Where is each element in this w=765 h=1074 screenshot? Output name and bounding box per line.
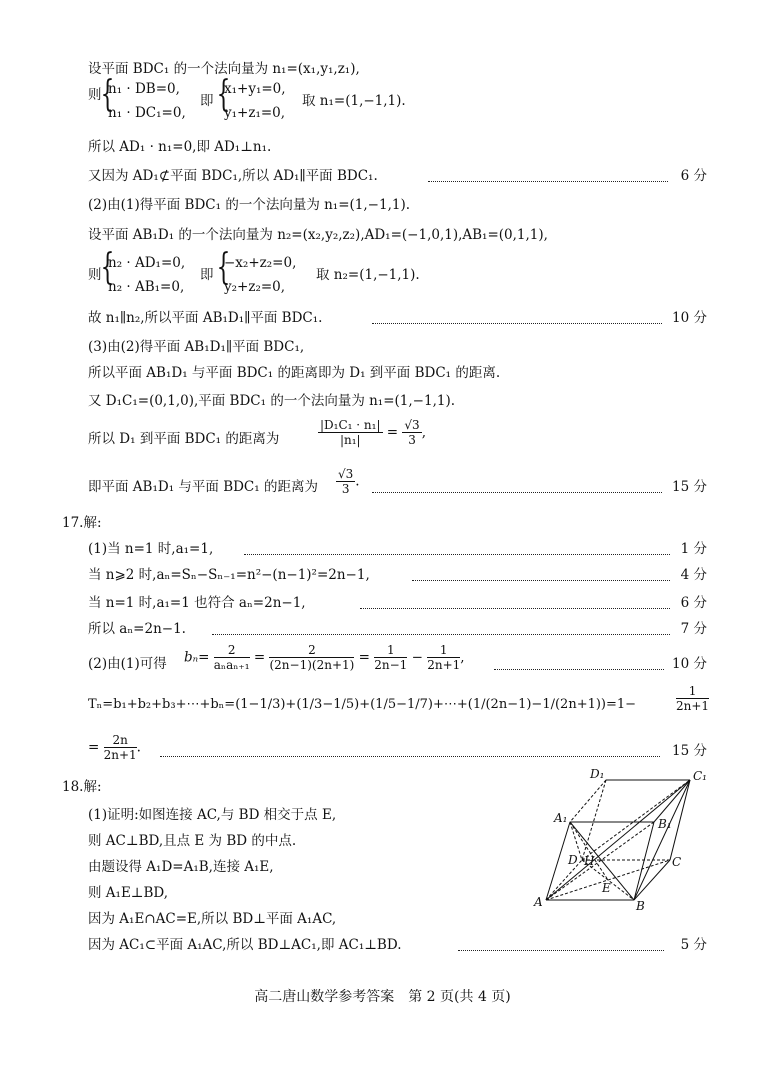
leader-dots bbox=[494, 669, 664, 670]
left-brace: { bbox=[216, 74, 231, 115]
text-line: 因为 AC₁⊂平面 A₁AC,所以 BD⊥AC₁,即 AC₁⊥BD. bbox=[88, 937, 402, 953]
edge bbox=[546, 822, 570, 900]
numerator: 1 bbox=[427, 643, 460, 658]
label-b: B bbox=[636, 899, 645, 913]
tn-head: Tₙ=b₁+b₂+b₃+⋯+bₙ= bbox=[88, 697, 236, 712]
score: 10 分 bbox=[672, 310, 707, 326]
text-line: 又 D₁C₁=(0,1,0),平面 BDC₁ 的一个法向量为 n₁=(1,−1,1). bbox=[88, 393, 456, 409]
leader-dots bbox=[360, 608, 670, 609]
text-line: (2)由(1)得平面 BDC₁ 的一个法向量为 n₁=(1,−1,1). bbox=[88, 197, 411, 213]
text-line: (1)当 n=1 时,a₁=1, bbox=[88, 541, 214, 557]
text-line: 则 AC⊥BD,且点 E 为 BD 的中点. bbox=[88, 833, 297, 849]
diagonal bbox=[546, 822, 654, 900]
distance-result: $\frac{√3}{3}$ . bbox=[338, 467, 360, 496]
fraction bbox=[427, 643, 460, 672]
score: 15 分 bbox=[672, 479, 707, 495]
label-d1: D₁ bbox=[590, 767, 605, 781]
score: 1 分 bbox=[680, 541, 707, 557]
score: 4 分 bbox=[680, 567, 707, 583]
numerator: 2n bbox=[104, 733, 137, 748]
label-h: H bbox=[584, 854, 595, 868]
fraction bbox=[104, 733, 137, 762]
fraction bbox=[676, 684, 709, 713]
score: 10 分 bbox=[672, 656, 707, 672]
leader-dots bbox=[212, 634, 670, 635]
system-eq: n₁ · DB=0, bbox=[108, 81, 180, 97]
denominator: 3 bbox=[408, 433, 416, 447]
numerator: 1 bbox=[374, 643, 407, 658]
text-line: 设平面 BDC₁ 的一个法向量为 n₁=(x₁,y₁,z₁), bbox=[88, 61, 360, 77]
numerator: √3 bbox=[404, 418, 420, 432]
ji-label: 即 bbox=[200, 267, 214, 283]
text-line: (3)由(2)得平面 AB₁D₁∥平面 BDC₁, bbox=[88, 339, 305, 355]
score: 5 分 bbox=[680, 937, 707, 953]
numerator: |D₁C₁ · n₁| bbox=[320, 418, 381, 432]
diagonal bbox=[634, 780, 690, 900]
question-number: 17.解: bbox=[62, 515, 102, 531]
text-line: 因为 A₁E∩AC=E,所以 BD⊥平面 A₁AC, bbox=[88, 911, 337, 927]
text-line: 当 n⩾2 时,aₙ=Sₙ−Sₙ₋₁=n²−(n−1)²=2n−1, bbox=[88, 567, 370, 583]
fraction bbox=[336, 467, 355, 496]
text-line: 所以平面 AB₁D₁ 与平面 BDC₁ 的距离即为 D₁ 到平面 BDC₁ 的距离. bbox=[88, 365, 501, 381]
numerator: 1 bbox=[676, 684, 709, 699]
text-line: 设平面 AB₁D₁ 的一个法向量为 n₂=(x₂,y₂,z₂),AD₁=(−1,0,1),AB₁=(0,1,1), bbox=[88, 227, 548, 243]
system-eq: y₂+z₂=0, bbox=[224, 279, 286, 295]
numerator: 2 bbox=[214, 643, 250, 658]
system-eq: y₁+z₁=0, bbox=[224, 105, 286, 121]
text-line: 即平面 AB₁D₁ 与平面 BDC₁ 的距离为 bbox=[88, 479, 318, 495]
numerator: √3 bbox=[338, 467, 354, 481]
fraction bbox=[214, 643, 250, 672]
label-d: D bbox=[568, 853, 578, 867]
ji-label: 即 bbox=[200, 93, 214, 109]
score: 7 分 bbox=[680, 621, 707, 637]
leader-dots bbox=[244, 554, 670, 555]
fraction bbox=[318, 418, 383, 447]
text-line: 所以 aₙ=2n−1. bbox=[88, 621, 186, 637]
denominator: 2n−1 bbox=[374, 658, 408, 672]
denominator: 2n+1 bbox=[427, 658, 461, 672]
denominator: 3 bbox=[341, 482, 350, 496]
text-line: (1)证明:如图连接 AC,与 BD 相交于点 E, bbox=[88, 807, 337, 823]
denominator: 2n+1 bbox=[676, 699, 710, 713]
tn-result: = $\frac{2n}{2n+1}$ . bbox=[88, 733, 141, 762]
label-e: E bbox=[602, 881, 611, 895]
left-brace: { bbox=[100, 247, 115, 288]
system-eq: n₂ · AD₁=0, bbox=[108, 255, 186, 271]
system-eq: n₁ · DC₁=0, bbox=[108, 105, 186, 121]
tn-tail bbox=[676, 684, 709, 713]
question-number: 18.解: bbox=[62, 779, 102, 795]
leader-dots bbox=[458, 950, 664, 951]
text-line: 所以 AD₁ · n₁=0,即 AD₁⊥n₁. bbox=[88, 139, 272, 155]
fraction bbox=[269, 643, 354, 672]
left-brace: { bbox=[216, 247, 231, 288]
then-label: 则 bbox=[88, 267, 102, 283]
text-line: 取 n₂=(1,−1,1). bbox=[316, 267, 420, 283]
label-a1: A₁ bbox=[554, 811, 568, 825]
leader-dots bbox=[428, 181, 668, 182]
leader-dots bbox=[372, 323, 662, 324]
label-c: C bbox=[672, 855, 682, 869]
text-line: 所以 D₁ 到平面 BDC₁ 的距离为 bbox=[88, 431, 280, 447]
distance-formula: $\frac{\text{|D₁C₁ · n₁|}}{\text{|n₁|}}$ = $\frac{√3}{3}$ , bbox=[320, 418, 426, 447]
text-line: 当 n=1 时,a₁=1 也符合 aₙ=2n−1, bbox=[88, 595, 306, 611]
edge bbox=[582, 780, 606, 860]
diagonal bbox=[546, 780, 690, 900]
denominator: aₙaₙ₊₁ bbox=[213, 658, 250, 672]
edge bbox=[570, 780, 606, 822]
system-eq: x₁+y₁=0, bbox=[224, 81, 286, 97]
text-line: 取 n₁=(1,−1,1). bbox=[302, 93, 406, 109]
text-line: 由题设得 A₁D=A₁B,连接 A₁E, bbox=[88, 859, 274, 875]
denominator: (2n−1)(2n+1) bbox=[269, 658, 355, 672]
system-eq: n₂ · AB₁=0, bbox=[108, 279, 185, 295]
denominator: 2n+1 bbox=[103, 748, 137, 762]
tn-formula bbox=[88, 696, 636, 714]
fraction bbox=[374, 643, 407, 672]
page-footer: 高二唐山数学参考答案 第 2 页(共 4 页) bbox=[254, 989, 511, 1005]
numerator: 2 bbox=[269, 643, 354, 658]
score: 6 分 bbox=[680, 595, 707, 611]
diagonal bbox=[570, 822, 608, 880]
score: 6 分 bbox=[680, 168, 707, 184]
fraction bbox=[402, 418, 421, 447]
denominator: |n₁| bbox=[339, 433, 361, 447]
bn-label: bₙ= bbox=[184, 649, 210, 666]
text-line: 又因为 AD₁⊄平面 BDC₁,所以 AD₁∥平面 BDC₁. bbox=[88, 168, 378, 184]
diagonal bbox=[582, 780, 690, 860]
label-c1: C₁ bbox=[693, 769, 707, 783]
score: 15 分 bbox=[672, 743, 707, 759]
left-brace: { bbox=[100, 74, 115, 115]
text-line: 故 n₁∥n₂,所以平面 AB₁D₁∥平面 BDC₁. bbox=[88, 310, 323, 326]
label-b1: B₁ bbox=[658, 817, 672, 831]
text-line: (2)由(1)可得 bbox=[88, 656, 167, 672]
bn-formula: bₙ= $\frac{2}{\text{aₙaₙ₊₁}}$ = $\frac{2}{(2n-1)(2n+1)}$ = $\frac{1}{2n-1}$ − $\frac{1}{2n+1}$ , bbox=[184, 643, 465, 672]
system-eq: −x₂+z₂=0, bbox=[224, 255, 297, 271]
leader-dots bbox=[372, 492, 662, 493]
leader-dots bbox=[412, 580, 670, 581]
tn-sum: (1−1/3)+(1/3−1/5)+(1/5−1/7)+⋯+(1/(2n−1)−1/(2n+1))=1− bbox=[235, 697, 637, 712]
text-line: 则 A₁E⊥BD, bbox=[88, 885, 169, 901]
label-a: A bbox=[534, 895, 543, 909]
then-label: 则 bbox=[88, 87, 102, 103]
leader-dots bbox=[160, 756, 660, 757]
parallelepiped-figure bbox=[530, 766, 720, 916]
